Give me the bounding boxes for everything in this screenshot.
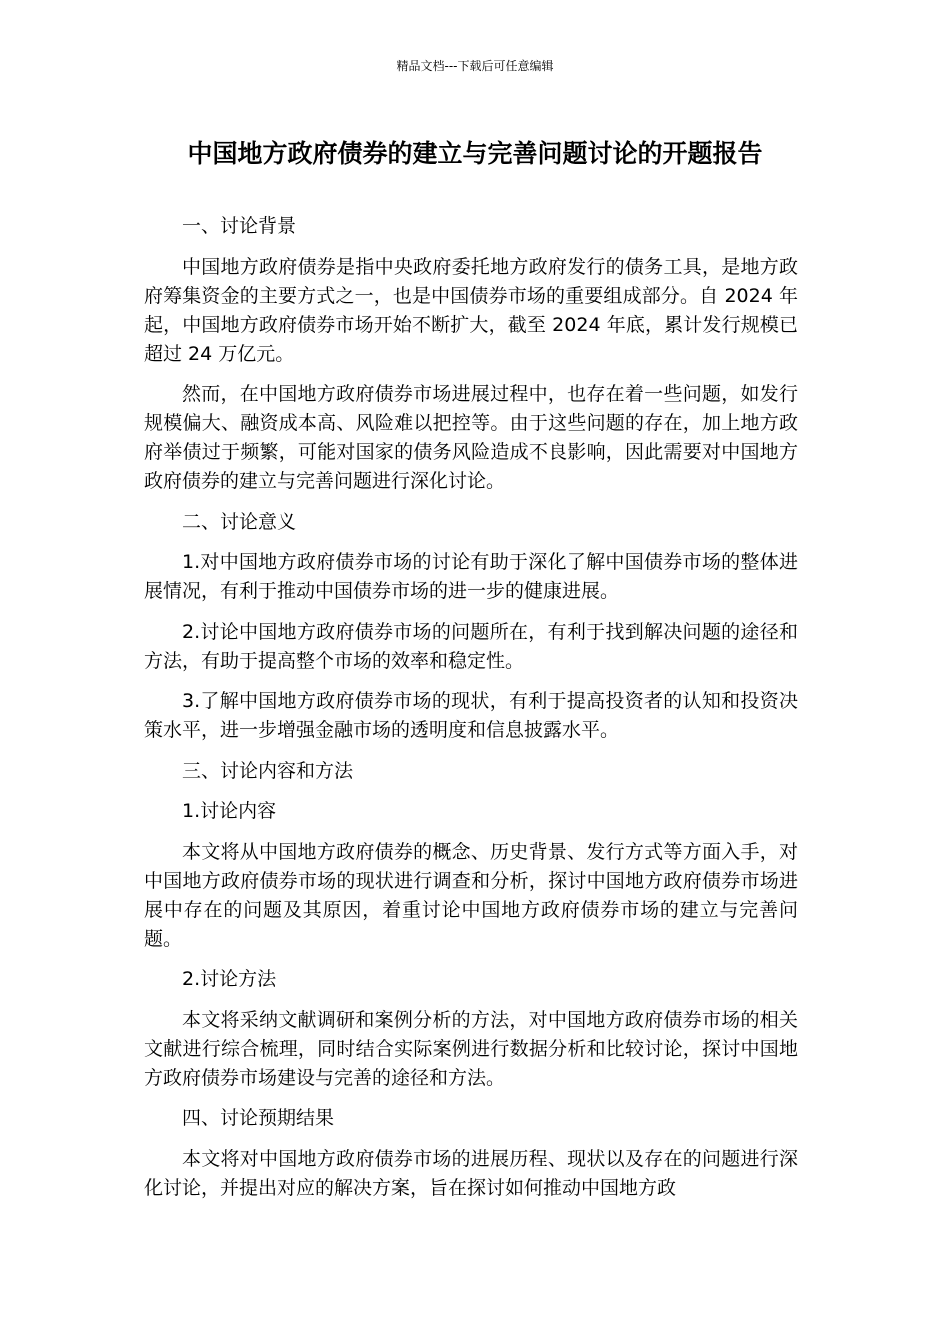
subheading-content: 1.讨论内容 <box>182 800 277 822</box>
paragraph: 本文将从中国地方政府债券的概念、历史背景、发行方式等方面入手，对中国地方政府债券市场的现状进行调查和分析，探讨中国地方政府债券市场进展中存在的问题及其原因，着重讨论中国地方政府债券市场的建立与完善问题。 <box>144 840 798 950</box>
document-title: 中国地方政府债券的建立与完善问题讨论的开题报告 <box>187 139 763 168</box>
section-heading-content-method: 三、讨论内容和方法 <box>182 759 354 782</box>
paragraph: 3.了解中国地方政府债券市场的现状，有利于提高投资者的认知和投资决策水平，进一步增强金融市场的透明度和信息披露水平。 <box>144 690 798 741</box>
section-heading-background: 一、讨论背景 <box>182 215 297 237</box>
paragraph: 2.讨论中国地方政府债券市场的问题所在，有利于找到解决问题的途径和方法，有助于提高整个市场的效率和稳定性。 <box>144 620 798 672</box>
section-heading-significance: 二、讨论意义 <box>182 510 297 533</box>
paragraph: 中国地方政府债券是指中央政府委托地方政府发行的债务工具，是地方政府筹集资金的主要方式之一，也是中国债券市场的重要组成部分。自 2024 年起，中国地方政府债券市场开始不断扩大，截至 2024 年底，累计发行规模已超过 24 万亿元。 <box>144 255 798 365</box>
paragraph: 1.对中国地方政府债券市场的讨论有助于深化了解中国债券市场的整体进展情况，有利于推动中国债券市场的进一步的健康进展。 <box>144 551 798 602</box>
paragraph: 本文将对中国地方政府债券市场的进展历程、现状以及存在的问题进行深化讨论，并提出对应的解决方案，旨在探讨如何推动中国地方政 <box>144 1147 798 1199</box>
header-note: 精品文档---下载后可任意编辑 <box>396 59 554 73</box>
section-heading-expected-results: 四、讨论预期结果 <box>182 1107 335 1129</box>
paragraph: 然而，在中国地方政府债券市场进展过程中，也存在着一些问题，如发行规模偏大、融资成本高、风险难以把控等。由于这些问题的存在，加上地方政府举债过于频繁，可能对国家的债务风险造成不良影响，因此需要对中国地方政府债券的建立与完善问题进行深化讨论。 <box>144 383 798 492</box>
subheading-method: 2.讨论方法 <box>182 968 277 990</box>
document-body <box>144 212 798 1214</box>
paragraph: 本文将采纳文献调研和案例分析的方法，对中国地方政府债券市场的相关文献进行综合梳理，同时结合实际案例进行数据分析和比较讨论，探讨中国地方政府债券市场建设与完善的途径和方法。 <box>144 1008 798 1089</box>
